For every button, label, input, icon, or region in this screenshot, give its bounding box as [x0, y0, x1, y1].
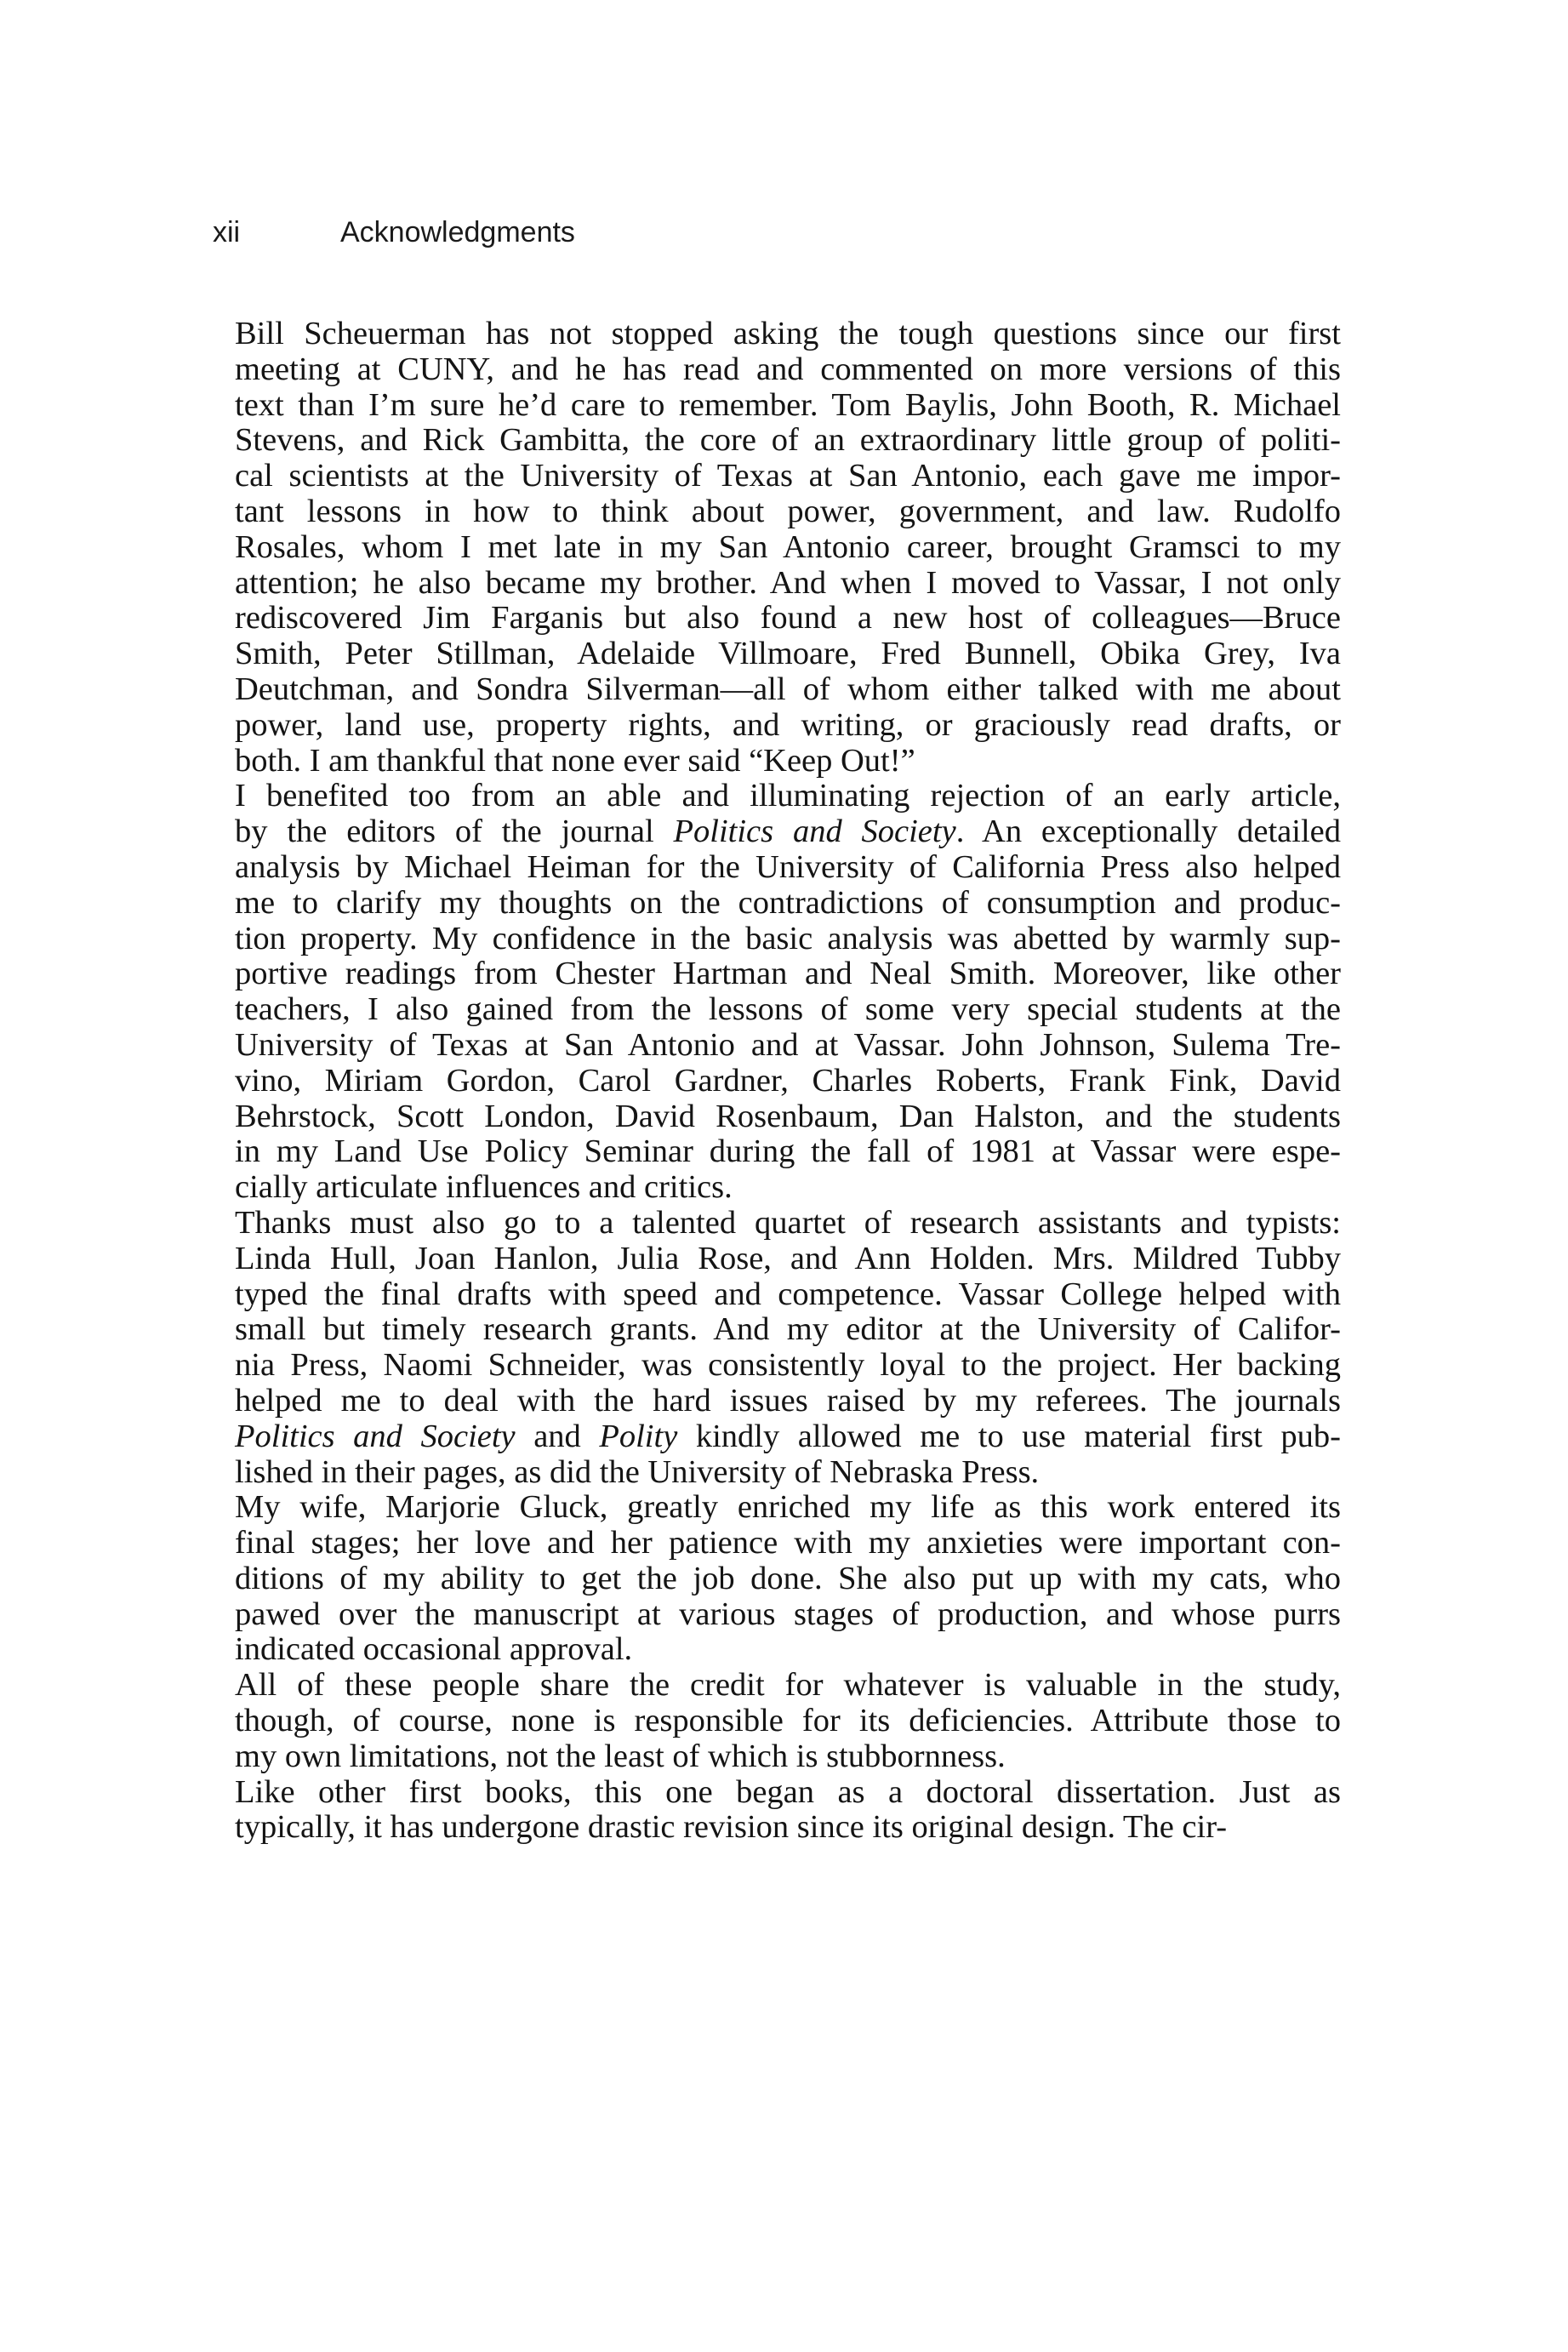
text-line: Behrstock, Scott London, David Rosenbaum, Dan Halston, and the students	[235, 1098, 1341, 1134]
text-line: by the editors of the journal Politics and Society. An exceptionally detailed	[235, 813, 1341, 850]
text-line: I benefited too from an able and illuminating rejection of an early article,	[235, 778, 1341, 814]
running-head-title: Acknowledgments	[340, 216, 575, 248]
text-line: Deutchman, and Sondra Silverman—all of whom either talked with me about	[235, 671, 1341, 707]
text-line: typically, it has undergone drastic revision since its original design. The cir-	[235, 1809, 1228, 1846]
text-line: lished in their pages, as did the University of Nebraska Press.	[235, 1453, 1040, 1490]
paragraph	[235, 1668, 1341, 1774]
text-line: me to clarify my thoughts on the contradictions of consumption and produc-	[235, 884, 1341, 921]
paragraph	[235, 1206, 1341, 1490]
text-line: text than I’m sure he’d care to remember. Tom Baylis, John Booth, R. Michael	[235, 386, 1341, 423]
text-line: Like other first books, this one began as a doctoral dissertation. Just as	[235, 1773, 1341, 1810]
text-line: teachers, I also gained from the lessons of some very special students at the	[235, 991, 1341, 1028]
text-line: though, of course, none is responsible for its deficiencies. Attribute those to	[235, 1703, 1341, 1739]
paragraph	[235, 779, 1341, 1206]
text-line: tion property. My confidence in the basic analysis was abetted by warmly sup-	[235, 920, 1341, 956]
text-line: pawed over the manuscript at various stages of production, and whose purrs	[235, 1596, 1341, 1632]
text-line: Politics and Society and Polity kindly allowed me to use material first pub-	[235, 1418, 1341, 1454]
text-line: All of these people share the credit for whatever is valuable in the study,	[235, 1667, 1341, 1704]
text-line: Bill Scheuerman has not stopped asking the tough questions since our first	[235, 316, 1341, 351]
text-line: nia Press, Naomi Schneider, was consistently loyal to the project. Her backing	[235, 1347, 1341, 1384]
text-line: analysis by Michael Heiman for the University of California Press also helped	[235, 848, 1341, 885]
text-line: University of Texas at San Antonio and at Vassar. John Johnson, Sulema Tre-	[235, 1026, 1341, 1063]
text-line: power, land use, property rights, and writing, or graciously read drafts, or	[235, 706, 1341, 743]
page-number: xii	[213, 216, 241, 248]
text-line: Linda Hull, Joan Hanlon, Julia Rose, and Ann Holden. Mrs. Mildred Tubby	[235, 1240, 1341, 1276]
text-line: indicated occasional approval.	[235, 1631, 633, 1668]
paragraph	[235, 317, 1341, 779]
text-line: attention; he also became my brother. And when I moved to Vassar, I not only	[235, 564, 1341, 601]
text-line: vino, Miriam Gordon, Carol Gardner, Charles Roberts, Frank Fink, David	[235, 1062, 1341, 1099]
text-line: My wife, Marjorie Gluck, greatly enriched my life as this work entered its	[235, 1489, 1341, 1526]
text-line: rediscovered Jim Farganis but also found a new host of colleagues—Bruce	[235, 600, 1341, 637]
text-line: small but timely research grants. And my editor at the University of Califor-	[235, 1311, 1341, 1348]
running-head	[213, 216, 575, 249]
text-line: cially articulate influences and critics.	[235, 1169, 733, 1206]
text-line: portive readings from Chester Hartman and Neal Smith. Moreover, like other	[235, 956, 1341, 992]
text-line: typed the final drafts with speed and competence. Vassar College helped with	[235, 1276, 1341, 1312]
paragraph	[235, 1775, 1341, 1847]
text-line: helped me to deal with the hard issues raised by my referees. The journals	[235, 1382, 1341, 1419]
text-line: in my Land Use Policy Seminar during the fall of 1981 at Vassar were espe-	[235, 1133, 1341, 1170]
text-line: cal scientists at the University of Texas at San Antonio, each gave me impor-	[235, 458, 1341, 494]
text-line: tant lessons in how to think about power, government, and law. Rudolfo	[235, 493, 1341, 529]
text-line: both. I am thankful that none ever said “Keep Out!”	[235, 742, 915, 779]
text-line: final stages; her love and her patience with my anxieties were important con-	[235, 1525, 1341, 1561]
text-line: Stevens, and Rick Gambitta, the core of an extraordinary little group of politi-	[235, 422, 1341, 459]
text-line: my own limitations, not the least of which is stubbornness.	[235, 1738, 1006, 1774]
text-line: Thanks must also go to a talented quartet of research assistants and typists:	[235, 1204, 1341, 1241]
text-line: meeting at CUNY, and he has read and commented on more versions of this	[235, 351, 1341, 387]
text-line: Rosales, whom I met late in my San Antonio career, brought Gramsci to my	[235, 528, 1341, 565]
body-text	[235, 317, 1341, 1846]
text-line: Smith, Peter Stillman, Adelaide Villmoare, Fred Bunnell, Obika Grey, Iva	[235, 636, 1341, 672]
text-line: ditions of my ability to get the job done. She also put up with my cats, who	[235, 1560, 1341, 1596]
paragraph	[235, 1490, 1341, 1668]
